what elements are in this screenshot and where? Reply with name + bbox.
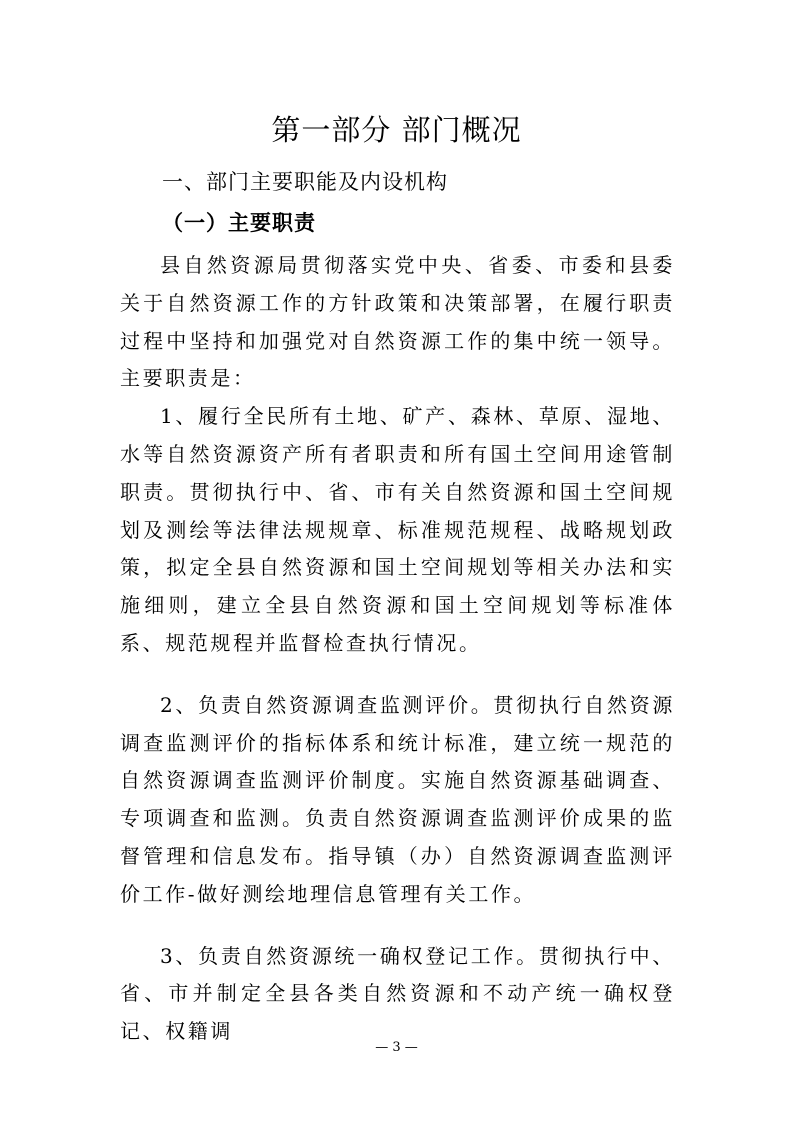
paragraph-spacer: [120, 914, 675, 938]
duty-paragraph-3: 3、负责自然资源统一确权登记工作。贯彻执行中、省、市并制定全县各类自然资源和不动产统一确权登记、权籍调: [120, 943, 675, 1044]
paragraph-spacer: [120, 663, 675, 687]
duty-paragraph-2: 2、负责自然资源调查监测评价。贯彻执行自然资源调查监测评价的指标体系和统计标准，建立统一规范的自然资源调查监测评价制度。实施自然资源基础调查、专项调查和监测。负责自然资源调查监测评价成果的监督管理和信息发布。指导镇（办）自然资源调查监测评价工作-做好测绘地理信息管理有关工作。: [120, 692, 675, 906]
intro-paragraph: 县自然资源局贯彻落实党中央、省委、市委和县委关于自然资源工作的方针政策和决策部署，在履行职责过程中坚持和加强党对自然资源工作的集中统一领导。主要职责是：: [120, 253, 675, 391]
section-heading: 一、部门主要职能及内设机构: [162, 170, 448, 194]
duty-paragraph-1: 1、履行全民所有土地、矿产、森林、草原、湿地、水等自然资源资产所有者职责和所有国土空间用途管制职责。贯彻执行中、省、市有关自然资源和国土空间规划及测绘等法律法规规章、标准规范规程、战略规划政策，拟定全县自然资源和国土空间规划等相关办法和实施细则，建立全县自然资源和国土空间规划等标准体系、规范规程并监督检查执行情况。: [120, 404, 675, 655]
subsection-heading: （一）主要职责: [162, 210, 316, 235]
page-title: 第一部分 部门概况: [271, 113, 522, 147]
body-text: [120, 247, 675, 1051]
page-number: — 3 —: [375, 1040, 418, 1055]
